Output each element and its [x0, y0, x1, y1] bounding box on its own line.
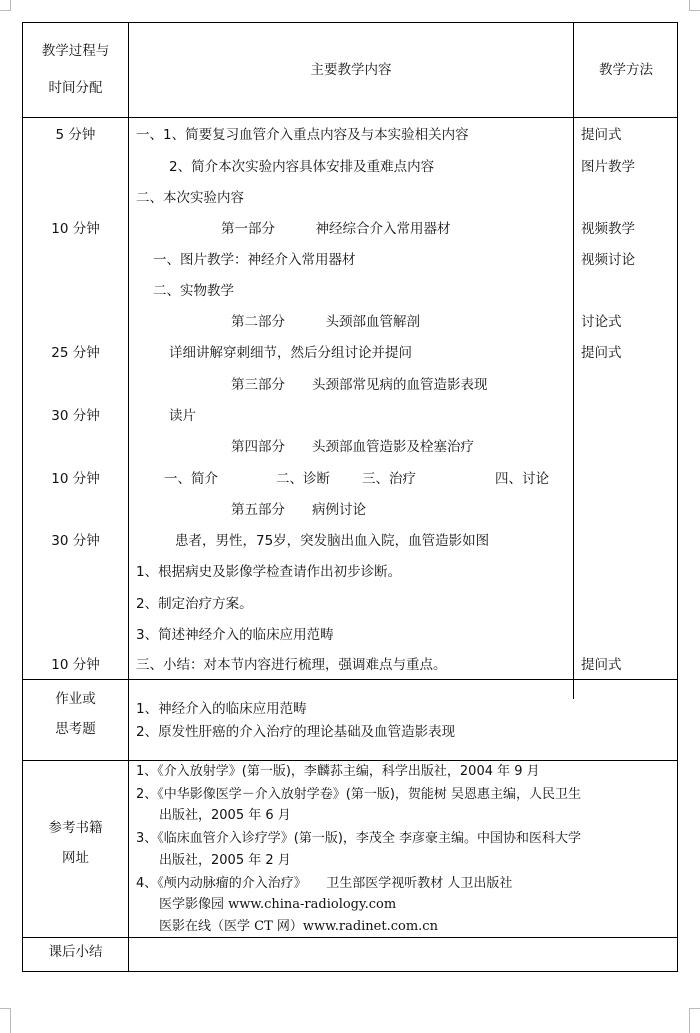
content-line: 一、1、简要复习血管介入重点内容及与本实验相关内容 — [136, 127, 469, 143]
references-label-line1: 参考书籍 — [48, 820, 103, 836]
time-cell: 25 分钟 — [51, 345, 100, 361]
content-section-heading: 第一部分 神经综合介入常用器材 — [221, 221, 451, 237]
content-line: 患者，男性，75岁，突发脑出血入院，血管造影如图 — [175, 533, 490, 549]
header-content: 主要教学内容 — [310, 62, 392, 78]
content-line: 一、图片教学：神经介入常用器材 — [153, 252, 356, 268]
row-divider-homework — [23, 679, 677, 680]
content-line: 3、简述神经介入的临床应用范畴 — [136, 627, 334, 643]
content-section-heading: 第四部分 头颈部血管造影及栓塞治疗 — [231, 439, 474, 455]
crop-mark-bottom-left — [0, 1008, 11, 1033]
content-item: 一、简介 — [164, 471, 218, 487]
summary-label: 课后小结 — [48, 944, 103, 960]
content-section-heading: 第五部分 病例讨论 — [231, 502, 366, 518]
method-cell: 提问式 — [581, 127, 622, 143]
reference-line: 1、《介入放射学》(第一版)，李麟荪主编，科学出版社，2004 年 9 月 — [136, 764, 540, 779]
content-item: 四、讨论 — [495, 471, 549, 487]
row-divider-summary — [23, 937, 677, 938]
reference-line: 出版社，2005 年 2 月 — [159, 853, 291, 868]
content-line: 二、本次实验内容 — [136, 190, 244, 206]
method-cell: 讨论式 — [581, 314, 622, 330]
reference-line: 2、《中华影像医学－介入放射学卷》(第一版)，贺能树 吴恩惠主编，人民卫生 — [136, 787, 582, 802]
reference-website: 医学影像园 www.china-radiology.com — [159, 897, 397, 912]
method-cell: 视频教学 — [581, 221, 635, 237]
homework-item: 1、神经介入的临床应用范畴 — [136, 701, 307, 717]
content-line: 详细讲解穿刺细节，然后分组讨论并提问 — [169, 345, 412, 361]
content-line: 2、制定治疗方案。 — [136, 596, 253, 612]
lesson-plan-table — [22, 22, 678, 972]
time-cell: 10 分钟 — [51, 221, 100, 237]
method-cell: 视频讨论 — [581, 252, 635, 268]
column-divider-2 — [573, 23, 574, 699]
content-line: 读片 — [169, 408, 196, 424]
reference-line: 4、《颅内动脉瘤的介入治疗》 卫生部医学视听教材 人卫出版社 — [136, 876, 513, 891]
time-cell: 30 分钟 — [51, 408, 100, 424]
content-line: 三、小结：对本节内容进行梳理，强调难点与重点。 — [136, 657, 447, 673]
references-label-line2: 网址 — [62, 850, 89, 866]
crop-mark-top-right — [689, 0, 700, 11]
time-cell: 10 分钟 — [51, 471, 100, 487]
time-cell: 10 分钟 — [51, 657, 100, 673]
homework-item: 2、原发性肝癌的介入治疗的理论基础及血管造影表现 — [136, 724, 456, 740]
reference-line: 3、《临床血管介入诊疗学》(第一版)，李茂全 李彦豪主编。中国协和医科大学 — [136, 831, 582, 846]
content-line: 二、实物教学 — [153, 283, 234, 299]
method-cell: 提问式 — [581, 345, 622, 361]
time-cell: 30 分钟 — [51, 533, 100, 549]
time-cell: 5 分钟 — [55, 127, 96, 143]
row-divider-references — [23, 760, 677, 761]
homework-label-line1: 作业或 — [55, 691, 96, 707]
content-item: 三、治疗 — [362, 471, 416, 487]
method-cell: 图片教学 — [581, 159, 635, 175]
column-divider-1 — [128, 23, 129, 971]
reference-line: 出版社，2005 年 6 月 — [159, 808, 291, 823]
header-process-line2: 时间分配 — [48, 80, 103, 96]
content-section-heading: 第三部分 头颈部常见病的血管造影表现 — [231, 377, 488, 393]
content-item: 二、诊断 — [276, 471, 330, 487]
content-line: 2、简介本次实验内容具体安排及重难点内容 — [169, 159, 435, 175]
header-method: 教学方法 — [599, 62, 653, 78]
method-cell: 提问式 — [581, 657, 622, 673]
content-section-heading: 第二部分 头颈部血管解剖 — [231, 314, 420, 330]
homework-label-line2: 思考题 — [55, 721, 96, 737]
crop-mark-bottom-right — [689, 1008, 700, 1033]
header-process-line1: 教学过程与 — [41, 43, 110, 59]
reference-website: 医影在线（医学 CT 网）www.radinet.com.cn — [159, 919, 438, 934]
crop-mark-top-left — [0, 0, 11, 11]
content-line: 1、根据病史及影像学检查请作出初步诊断。 — [136, 564, 402, 580]
row-divider-header — [23, 117, 677, 118]
